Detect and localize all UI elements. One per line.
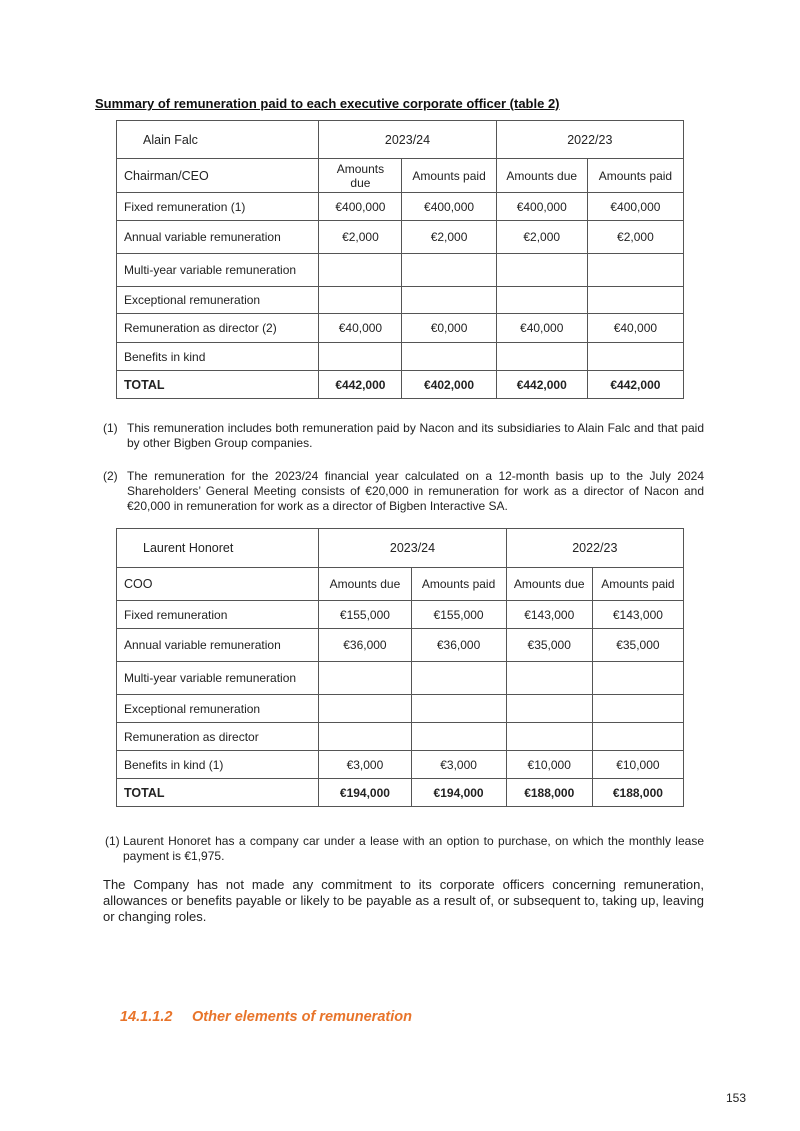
cell-value (402, 343, 496, 371)
cell-value (319, 662, 411, 695)
cell-value: €188,000 (506, 779, 592, 807)
row-label: TOTAL (117, 371, 319, 399)
footnote (103, 469, 704, 514)
row-label: Exceptional remuneration (117, 287, 319, 314)
section-number: 14.1.1.2 (120, 1009, 173, 1025)
table-row (117, 662, 684, 695)
table-row (117, 343, 684, 371)
cell-value (592, 695, 683, 723)
period-header-current: 2023/24 (319, 121, 496, 159)
cell-value: €442,000 (496, 371, 587, 399)
cell-value: €402,000 (402, 371, 496, 399)
amounts-due-header: Amounts due (496, 159, 587, 193)
footnote (103, 421, 704, 451)
row-label: Benefits in kind (1) (117, 751, 319, 779)
cell-value: €3,000 (411, 751, 506, 779)
row-label: Remuneration as director (2) (117, 314, 319, 343)
cell-value (402, 287, 496, 314)
cell-value: €400,000 (496, 193, 587, 221)
table-header-row (117, 529, 684, 568)
cell-value: €155,000 (411, 601, 506, 629)
cell-value: €2,000 (402, 221, 496, 254)
cell-value (402, 254, 496, 287)
cell-value: €2,000 (319, 221, 402, 254)
cell-value: €3,000 (319, 751, 411, 779)
cell-value: €40,000 (587, 314, 683, 343)
body-paragraph: The Company has not made any commitment to its corporate officers concerning remuneration, allowances or benefits payable or likely to be payable as a result of, or subsequent to, taking up, leaving or changing roles. (103, 877, 704, 924)
row-label: Remuneration as director (117, 723, 319, 751)
cell-value: €36,000 (319, 629, 411, 662)
section-heading (120, 1009, 412, 1025)
table-row (117, 629, 684, 662)
remuneration-table-alain-falc (116, 120, 684, 399)
amounts-paid-header: Amounts paid (411, 568, 506, 601)
cell-value (319, 723, 411, 751)
cell-value (506, 723, 592, 751)
cell-value (319, 287, 402, 314)
amounts-due-header: Amounts due (319, 568, 411, 601)
section-title: Other elements of remuneration (192, 1009, 412, 1025)
cell-value (592, 723, 683, 751)
table-row (117, 314, 684, 343)
cell-value (496, 287, 587, 314)
cell-value (319, 695, 411, 723)
cell-value: €400,000 (587, 193, 683, 221)
amounts-paid-header: Amounts paid (402, 159, 496, 193)
cell-value: €40,000 (319, 314, 402, 343)
footnote-mark: (2) (103, 469, 118, 483)
row-label: Exceptional remuneration (117, 695, 319, 723)
cell-value: €2,000 (496, 221, 587, 254)
row-label: Annual variable remuneration (117, 221, 319, 254)
cell-value (506, 662, 592, 695)
row-label: Multi-year variable remuneration (117, 254, 319, 287)
cell-value: €143,000 (592, 601, 683, 629)
footnote-text: Laurent Honoret has a company car under a lease with an option to purchase, on which the monthly lease payment is €1,975. (123, 834, 704, 863)
cell-value: €194,000 (319, 779, 411, 807)
cell-value: €35,000 (592, 629, 683, 662)
cell-value (506, 695, 592, 723)
table-total-row (117, 371, 684, 399)
cell-value (587, 254, 683, 287)
cell-value: €35,000 (506, 629, 592, 662)
row-label: Fixed remuneration (1) (117, 193, 319, 221)
page-number: 153 (726, 1091, 747, 1105)
period-header-previous: 2022/23 (506, 529, 683, 568)
cell-value (496, 343, 587, 371)
table-row (117, 287, 684, 314)
cell-value (319, 254, 402, 287)
cell-value: €0,000 (402, 314, 496, 343)
table-subheader-row (117, 159, 684, 193)
cell-value (592, 662, 683, 695)
footnote-text: This remuneration includes both remuneration paid by Nacon and its subsidiaries to Alain Falc and that paid by other Bigben Group companies. (127, 421, 704, 450)
row-label: Multi-year variable remuneration (117, 662, 319, 695)
page-title: Summary of remuneration paid to each executive corporate officer (table 2) (95, 96, 560, 111)
amounts-due-header: Amounts due (506, 568, 592, 601)
cell-value: €400,000 (402, 193, 496, 221)
cell-value: €36,000 (411, 629, 506, 662)
row-label: TOTAL (117, 779, 319, 807)
table-row (117, 221, 684, 254)
cell-value (411, 662, 506, 695)
table-row (117, 723, 684, 751)
cell-value: €10,000 (592, 751, 683, 779)
table-subheader-row (117, 568, 684, 601)
table-header-row (117, 121, 684, 159)
footnote-mark: (1) (103, 421, 118, 435)
officer-name: Laurent Honoret (117, 529, 319, 568)
officer-name: Alain Falc (117, 121, 319, 159)
table-row (117, 193, 684, 221)
table-row (117, 751, 684, 779)
cell-value: €400,000 (319, 193, 402, 221)
cell-value: €188,000 (592, 779, 683, 807)
footnote (105, 834, 704, 864)
row-label: Annual variable remuneration (117, 629, 319, 662)
cell-value: €194,000 (411, 779, 506, 807)
amounts-paid-header: Amounts paid (592, 568, 683, 601)
amounts-due-header: Amounts due (319, 159, 402, 193)
cell-value: €155,000 (319, 601, 411, 629)
cell-value: €143,000 (506, 601, 592, 629)
cell-value: €10,000 (506, 751, 592, 779)
table-row (117, 601, 684, 629)
cell-value (496, 254, 587, 287)
table-row (117, 695, 684, 723)
cell-value: €2,000 (587, 221, 683, 254)
cell-value (587, 287, 683, 314)
row-label: Fixed remuneration (117, 601, 319, 629)
amounts-paid-header: Amounts paid (587, 159, 683, 193)
period-header-previous: 2022/23 (496, 121, 683, 159)
remuneration-table-laurent-honoret (116, 528, 684, 807)
period-header-current: 2023/24 (319, 529, 506, 568)
cell-value (319, 343, 402, 371)
cell-value (411, 723, 506, 751)
cell-value: €442,000 (319, 371, 402, 399)
cell-value: €442,000 (587, 371, 683, 399)
cell-value: €40,000 (496, 314, 587, 343)
table-total-row (117, 779, 684, 807)
row-label: Benefits in kind (117, 343, 319, 371)
cell-value (587, 343, 683, 371)
table-row (117, 254, 684, 287)
footnote-mark: (1) (105, 834, 120, 848)
officer-role: Chairman/CEO (117, 159, 319, 193)
cell-value (411, 695, 506, 723)
footnote-text: The remuneration for the 2023/24 financial year calculated on a 12-month basis up to the July 2024 Shareholders’ General Meeting consists of €20,000 in remuneration for work as a director of Nacon and €20,000 in remuneration for work as a director of Bigben Interactive SA. (127, 469, 704, 513)
officer-role: COO (117, 568, 319, 601)
